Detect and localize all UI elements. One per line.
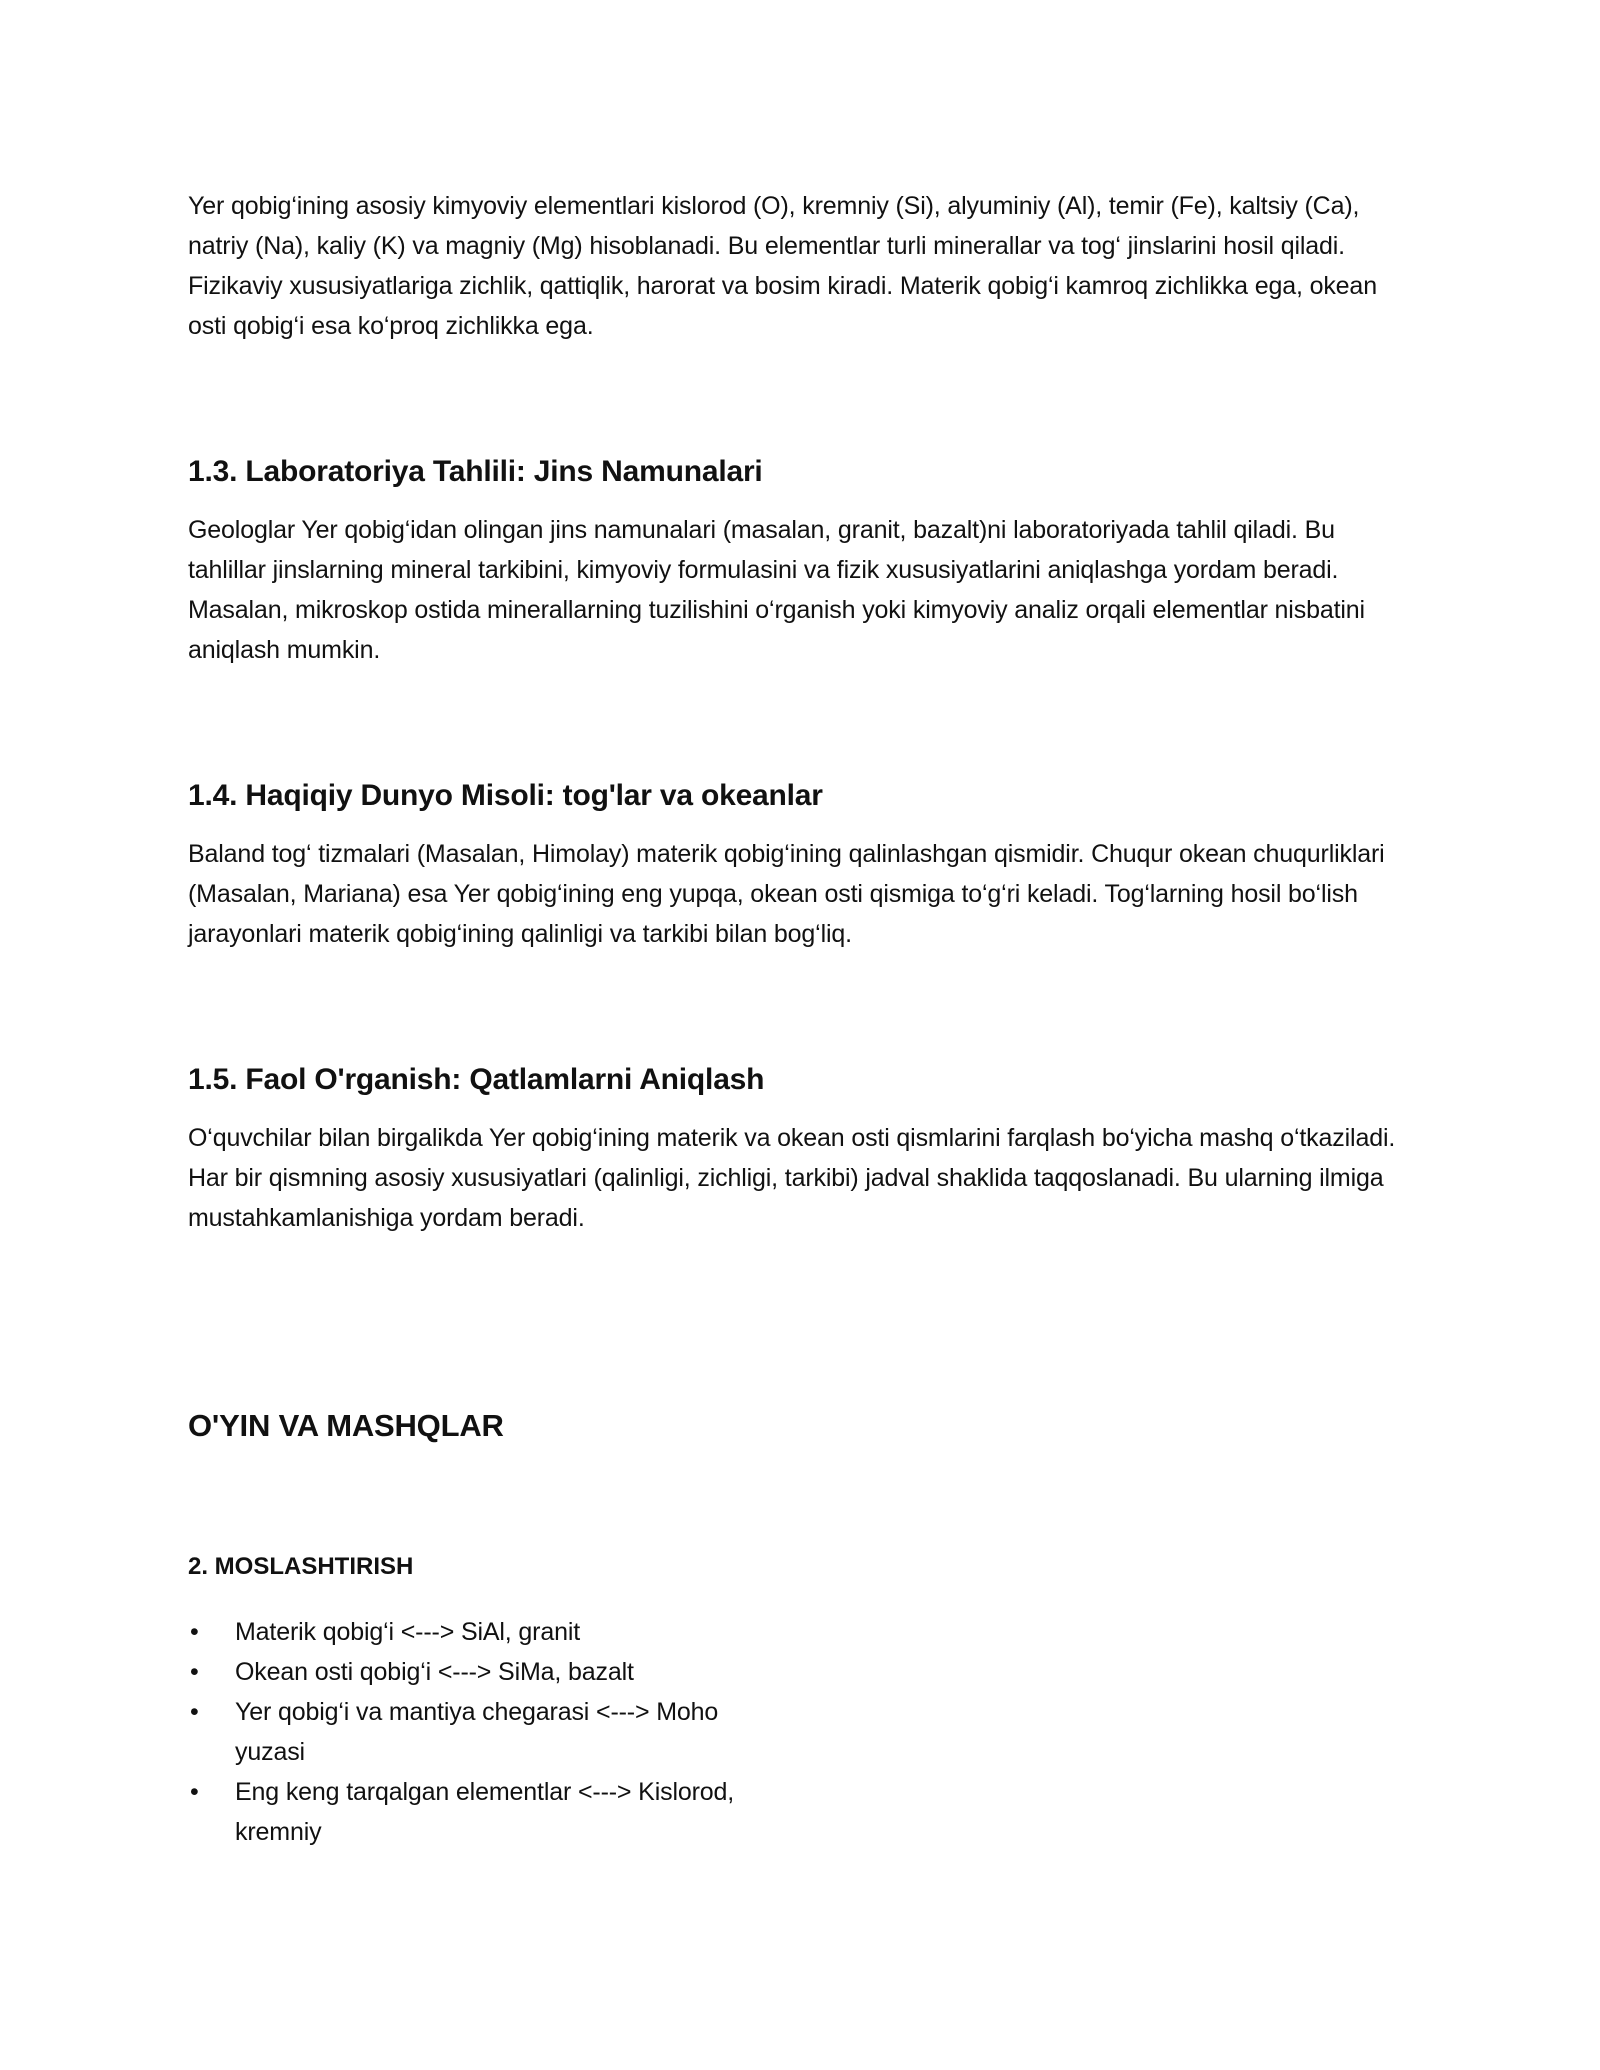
bullet-icon: • (190, 1698, 199, 1726)
list-item-text: Eng keng tarqalgan elementlar <---> Kislorod, kremniy (235, 1778, 735, 1846)
list-item (188, 1612, 768, 1652)
matching-list (188, 1612, 768, 1852)
section-heading: 1.4. Haqiqiy Dunyo Misoli: tog'lar va okeanlar (188, 779, 823, 812)
section-paragraph: Baland tog‘ tizmalari (Masalan, Himolay) materik qobig‘ining qalinlashgan qismidir. Chuqur okean chuqurliklari (Masalan, Mariana) esa Yer qobig‘ining eng yupqa, okean osti qismiga to‘g‘ri keladi. Tog‘larning hosil bo‘lish jarayonlari materik qobig‘ining qalinligi va tarkibi bilan bog‘liq. (188, 840, 1385, 948)
bullet-icon: • (190, 1658, 199, 1686)
games-heading: O'YIN VA MASHQLAR (188, 1408, 504, 1443)
list-item (188, 1652, 768, 1692)
section-paragraph: O‘quvchilar bilan birgalikda Yer qobig‘ining materik va okean osti qismlarini farqlash bo‘yicha mashq o‘tkaziladi. Har bir qismning asosiy xususiyatlari (qalinligi, zichligi, tarkibi) jadval shaklida taqqoslanadi. Bu ularning ilmiga mustahkamlanishiga yordam beradi. (188, 1124, 1396, 1232)
list-item (188, 1692, 768, 1772)
list-item-text: Yer qobig‘i va mantiya chegarasi <---> Moho yuzasi (235, 1698, 719, 1766)
section-heading: 1.5. Faol O'rganish: Qatlamlarni Aniqlash (188, 1063, 765, 1096)
section-active-learning (188, 1060, 1408, 1238)
list-item-text: Materik qobig‘i <---> SiAl, granit (235, 1618, 581, 1646)
matching-subheading: 2. MOSLASHTIRISH (188, 1553, 414, 1580)
section-real-world-example (188, 776, 1408, 954)
intro-paragraph: Yer qobig‘ining asosiy kimyoviy elementlari kislorod (O), kremniy (Si), alyuminiy (Al), temir (Fe), kaltsiy (Ca), natriy (Na), kaliy (K) va magniy (Mg) hisoblanadi. Bu elementlar turli minerallar va tog‘ jinslarini hosil qiladi. Fizikaviy xususiyatlariga zichlik, qattiqlik, harorat va bosim kiradi. Materik qobig‘i kamroq zichlikka ega, okean osti qobig‘i esa ko‘proq zichlikka ega. (188, 192, 1377, 340)
section-paragraph: Geologlar Yer qobig‘idan olingan jins namunalari (masalan, granit, bazalt)ni laboratoriyada tahlil qiladi. Bu tahlillar jinslarning mineral tarkibini, kimyoviy formulasini va fizik xususiyatlarini aniqlashga yordam beradi. Masalan, mikroskop ostida minerallarning tuzilishini o‘rganish yoki kimyoviy analiz orqali elementlar nisbatini aniqlash mumkin. (188, 516, 1365, 664)
section-laboratory-analysis (188, 452, 1408, 670)
bullet-icon: • (190, 1618, 199, 1646)
list-item-text: Okean osti qobig‘i <---> SiMa, bazalt (235, 1658, 634, 1686)
bullet-icon: • (190, 1778, 199, 1806)
page-content (188, 186, 1408, 1852)
section-heading: 1.3. Laboratoriya Tahlili: Jins Namunalari (188, 455, 763, 488)
list-item (188, 1772, 768, 1852)
